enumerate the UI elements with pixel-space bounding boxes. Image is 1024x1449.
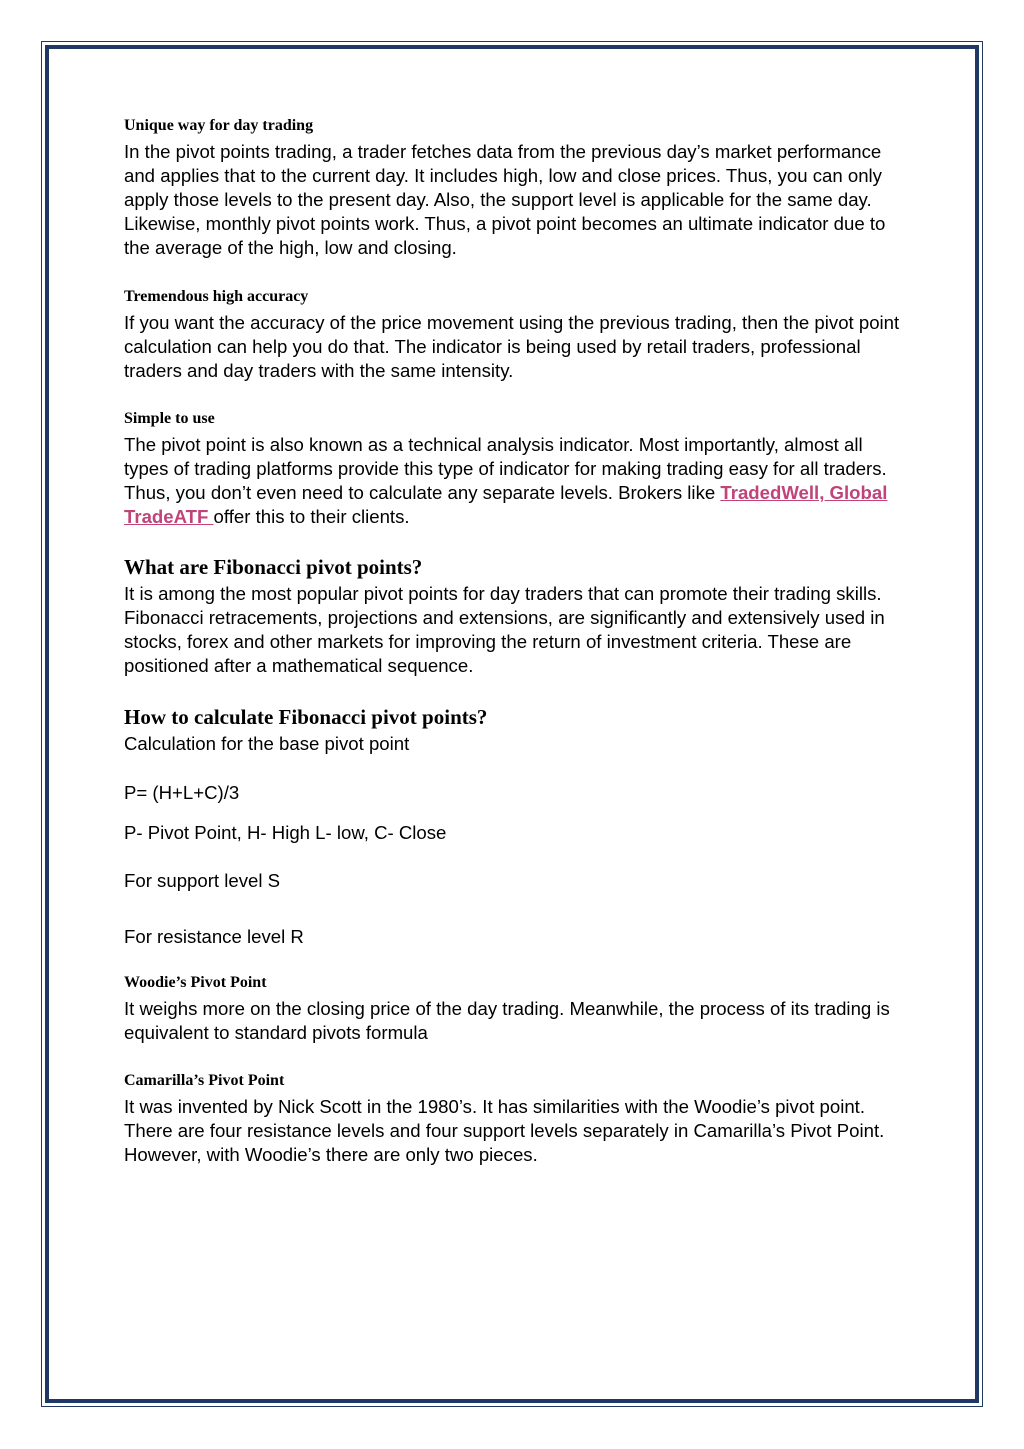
paragraph-woodie: It weighs more on the closing price of the day trading. Meanwhile, the process of its trading is equivalent to standard pivots formula <box>124 998 890 1043</box>
heading-high-accuracy: Tremendous high accuracy <box>124 288 309 305</box>
paragraph-simple-to-use <box>124 433 904 529</box>
paragraph-fibonacci: It is among the most popular pivot points for day traders that can promote their trading skills. Fibonacci retracements, projections and extensions, are significantly and extensively used in stocks, forex and other markets for improving the return of investment criteria. These are positioned after a mathematical sequence. <box>124 583 885 676</box>
section-calculate <box>124 704 904 949</box>
paragraph-simple-text-after: offer this to their clients. <box>213 506 410 527</box>
heading-woodie: Woodie’s Pivot Point <box>124 974 267 991</box>
heading-fibonacci: What are Fibonacci pivot points? <box>124 555 423 579</box>
paragraph-high-accuracy: If you want the accuracy of the price movement using the previous trading, then the pivot point calculation can help you do that. The indicator is being used by retail traders, professional traders and day traders with the same intensity. <box>124 312 900 381</box>
section-simple-to-use <box>124 409 904 529</box>
heading-camarilla: Camarilla’s Pivot Point <box>124 1072 285 1089</box>
section-woodie <box>124 973 904 1045</box>
document-content <box>124 116 904 1167</box>
calc-intro: Calculation for the base pivot point <box>124 733 410 754</box>
paragraph-simple-text-before: The pivot point is also known as a technical analysis indicator. Most importantly, almost all types of trading platforms provide this type of indicator for making trading easy for all traders. Thus, you don’t even need to calculate any separate levels. Brokers like <box>124 434 887 503</box>
heading-simple-to-use: Simple to use <box>124 410 215 427</box>
calc-resistance: For resistance level R <box>124 926 304 947</box>
paragraph-camarilla: It was invented by Nick Scott in the 1980’s. It has similarities with the Woodie’s pivot point. There are four resistance levels and four support levels separately in Camarilla’s Pivot Point. However, with Woodie’s there are only two pieces. <box>124 1096 885 1165</box>
calc-support: For support level S <box>124 870 281 891</box>
section-fibonacci <box>124 554 904 678</box>
section-high-accuracy <box>124 287 904 383</box>
heading-unique-way: Unique way for day trading <box>124 117 314 134</box>
section-camarilla <box>124 1071 904 1167</box>
brokers-link[interactable]: TradedWell, Global TradeATF <box>124 482 888 527</box>
section-unique-way <box>124 116 904 260</box>
calc-legend: P- Pivot Point, H- High L- low, C- Close <box>124 822 447 843</box>
calc-formula: P= (H+L+C)/3 <box>124 782 240 803</box>
paragraph-unique-way: In the pivot points trading, a trader fetches data from the previous day’s market performance and applies that to the current day. It includes high, low and close prices. Thus, you can only apply those levels to the present day. Also, the support level is applicable for the same day. Likewise, monthly pivot points work. Thus, a pivot point becomes an ultimate indicator due to the average of the high, low and closing. <box>124 141 886 258</box>
heading-calculate: How to calculate Fibonacci pivot points? <box>124 705 488 729</box>
